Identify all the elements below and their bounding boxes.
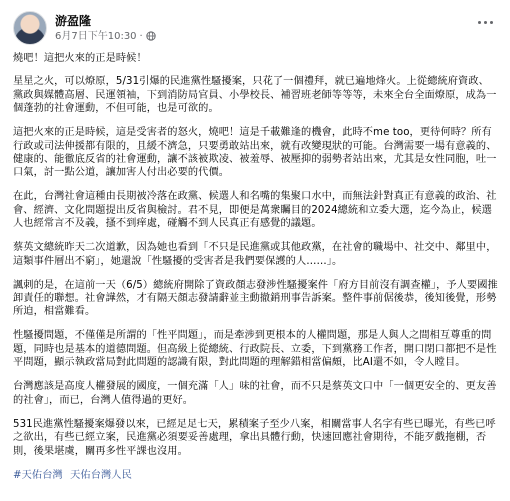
separator-dot: · bbox=[139, 30, 143, 42]
hashtag-row bbox=[13, 469, 498, 482]
hashtag-link[interactable]: 天佑台灣人民 bbox=[70, 469, 132, 481]
post-paragraph: 這把火來的正是時候，這是受害者的怒火，燒吧！這是千載難逢的機會，此時不me too，更待何時？所有行政或司法伸援都有限的，且緩不濟急，只要勇敢站出來，就有改變現狀的可能。台灣需要一場有意義的、健康的、能徹底反省的社會運動，讓不該被欺凌、被羞辱、被壓抑的弱勢者站出來，尤其是女性同胞，吐一口氣，討一點公道，讓加害人付出必要的代價。 bbox=[13, 127, 497, 179]
post-paragraph: 諷刺的是，在這前一天（6/5）總統府開除了資政顏志發涉性騷擾案件「府方目前沒有調查權」，予人要國推卸責任的聯想。社會譁然，才有隔天顏志發請辭並主動撤銷刑事告訴案。整件事前倨後恭，後知後覺，形勢所迫，相當難看。 bbox=[13, 279, 498, 318]
more-options-button[interactable] bbox=[472, 12, 498, 32]
author-avatar[interactable] bbox=[13, 11, 47, 45]
globe-icon[interactable] bbox=[146, 31, 156, 41]
more-horizontal-icon bbox=[490, 21, 493, 24]
hashtag-link[interactable]: #天佑台灣 bbox=[13, 469, 63, 481]
post-paragraph: 531民進黨性騷擾案爆發以來，已經足足七天，累積案子至少八案，相關當事人名字有些已曝光，有些已呼之欲出，有些已經立案，民進黨必須要妥善處理，拿出具體行動，快速回應社會期待，不能歹戲拖棚，否則，後果堪虞，關再多性平課也沒用。 bbox=[13, 418, 496, 457]
post-meta bbox=[55, 14, 156, 43]
post-paragraph: 蔡英文總統昨天二次道歉，因為她也看到「不只是民進黨或其他政黨，在社會的職場中、社交中、鄰里中，這類事件層出不窮」，她還說「性騷擾的受害者是我們要保護的人……」。 bbox=[13, 242, 497, 267]
post-timestamp[interactable]: 6月7日下午10:30 bbox=[55, 30, 137, 42]
author-name[interactable]: 游盈隆 bbox=[55, 13, 92, 28]
more-horizontal-icon bbox=[484, 21, 487, 24]
post-paragraph: 台灣應該是高度人權發展的國度，一個充滿「人」味的社會，而不只是蔡英文口中「一個更安全的、更友善的社會」，而已，台灣人值得過的更好。 bbox=[13, 381, 497, 406]
post-subline bbox=[55, 30, 156, 43]
post-header bbox=[13, 10, 498, 46]
post-paragraph: 在此，台灣社會這種由長期被冷落在政黨、候選人和名嘴的集聚口水中，而無法針對真正有意義的政治、社會、經濟、文化問題提出反省與檢討。君不見，即便是萬衆矚目的2024總統和立委大選，迄今為止，候選人也經常言不及義，搔不到痒處，碰觸不到人民真正有感覺的議題。 bbox=[13, 191, 497, 230]
post-paragraph: 燒吧！這把火來的正是時候！ bbox=[13, 53, 147, 64]
post-paragraph: 性騷擾問題，不僅僅是所謂的「性平問題」，而是牽涉到更根本的人權問題，那是人與人之間相互尊重的問題，同時也是基本的道德問題。但高級上從總統、行政院長、立委，下到黨務工作者，開口閉口都把不是性平問題，顯示執政當局對此問題的認識有限，對此問題的理解錯相當偏頗，比AI還不如，令人瞠目。 bbox=[13, 330, 497, 369]
post-body bbox=[13, 52, 498, 482]
post-paragraph: 星星之火，可以燎原，5/31引爆的民進黨性騷擾案，只花了一個禮拜，就已遍地烽火。上從總統府資政、黨政與媒體高層、民運領袖，下到消防局官員、小學校長、補習班老師等等等，未來全台全面燎原，成為一個蓬勃的社會運動，不但可能，也是可欲的。 bbox=[13, 76, 497, 115]
more-horizontal-icon bbox=[478, 21, 481, 24]
